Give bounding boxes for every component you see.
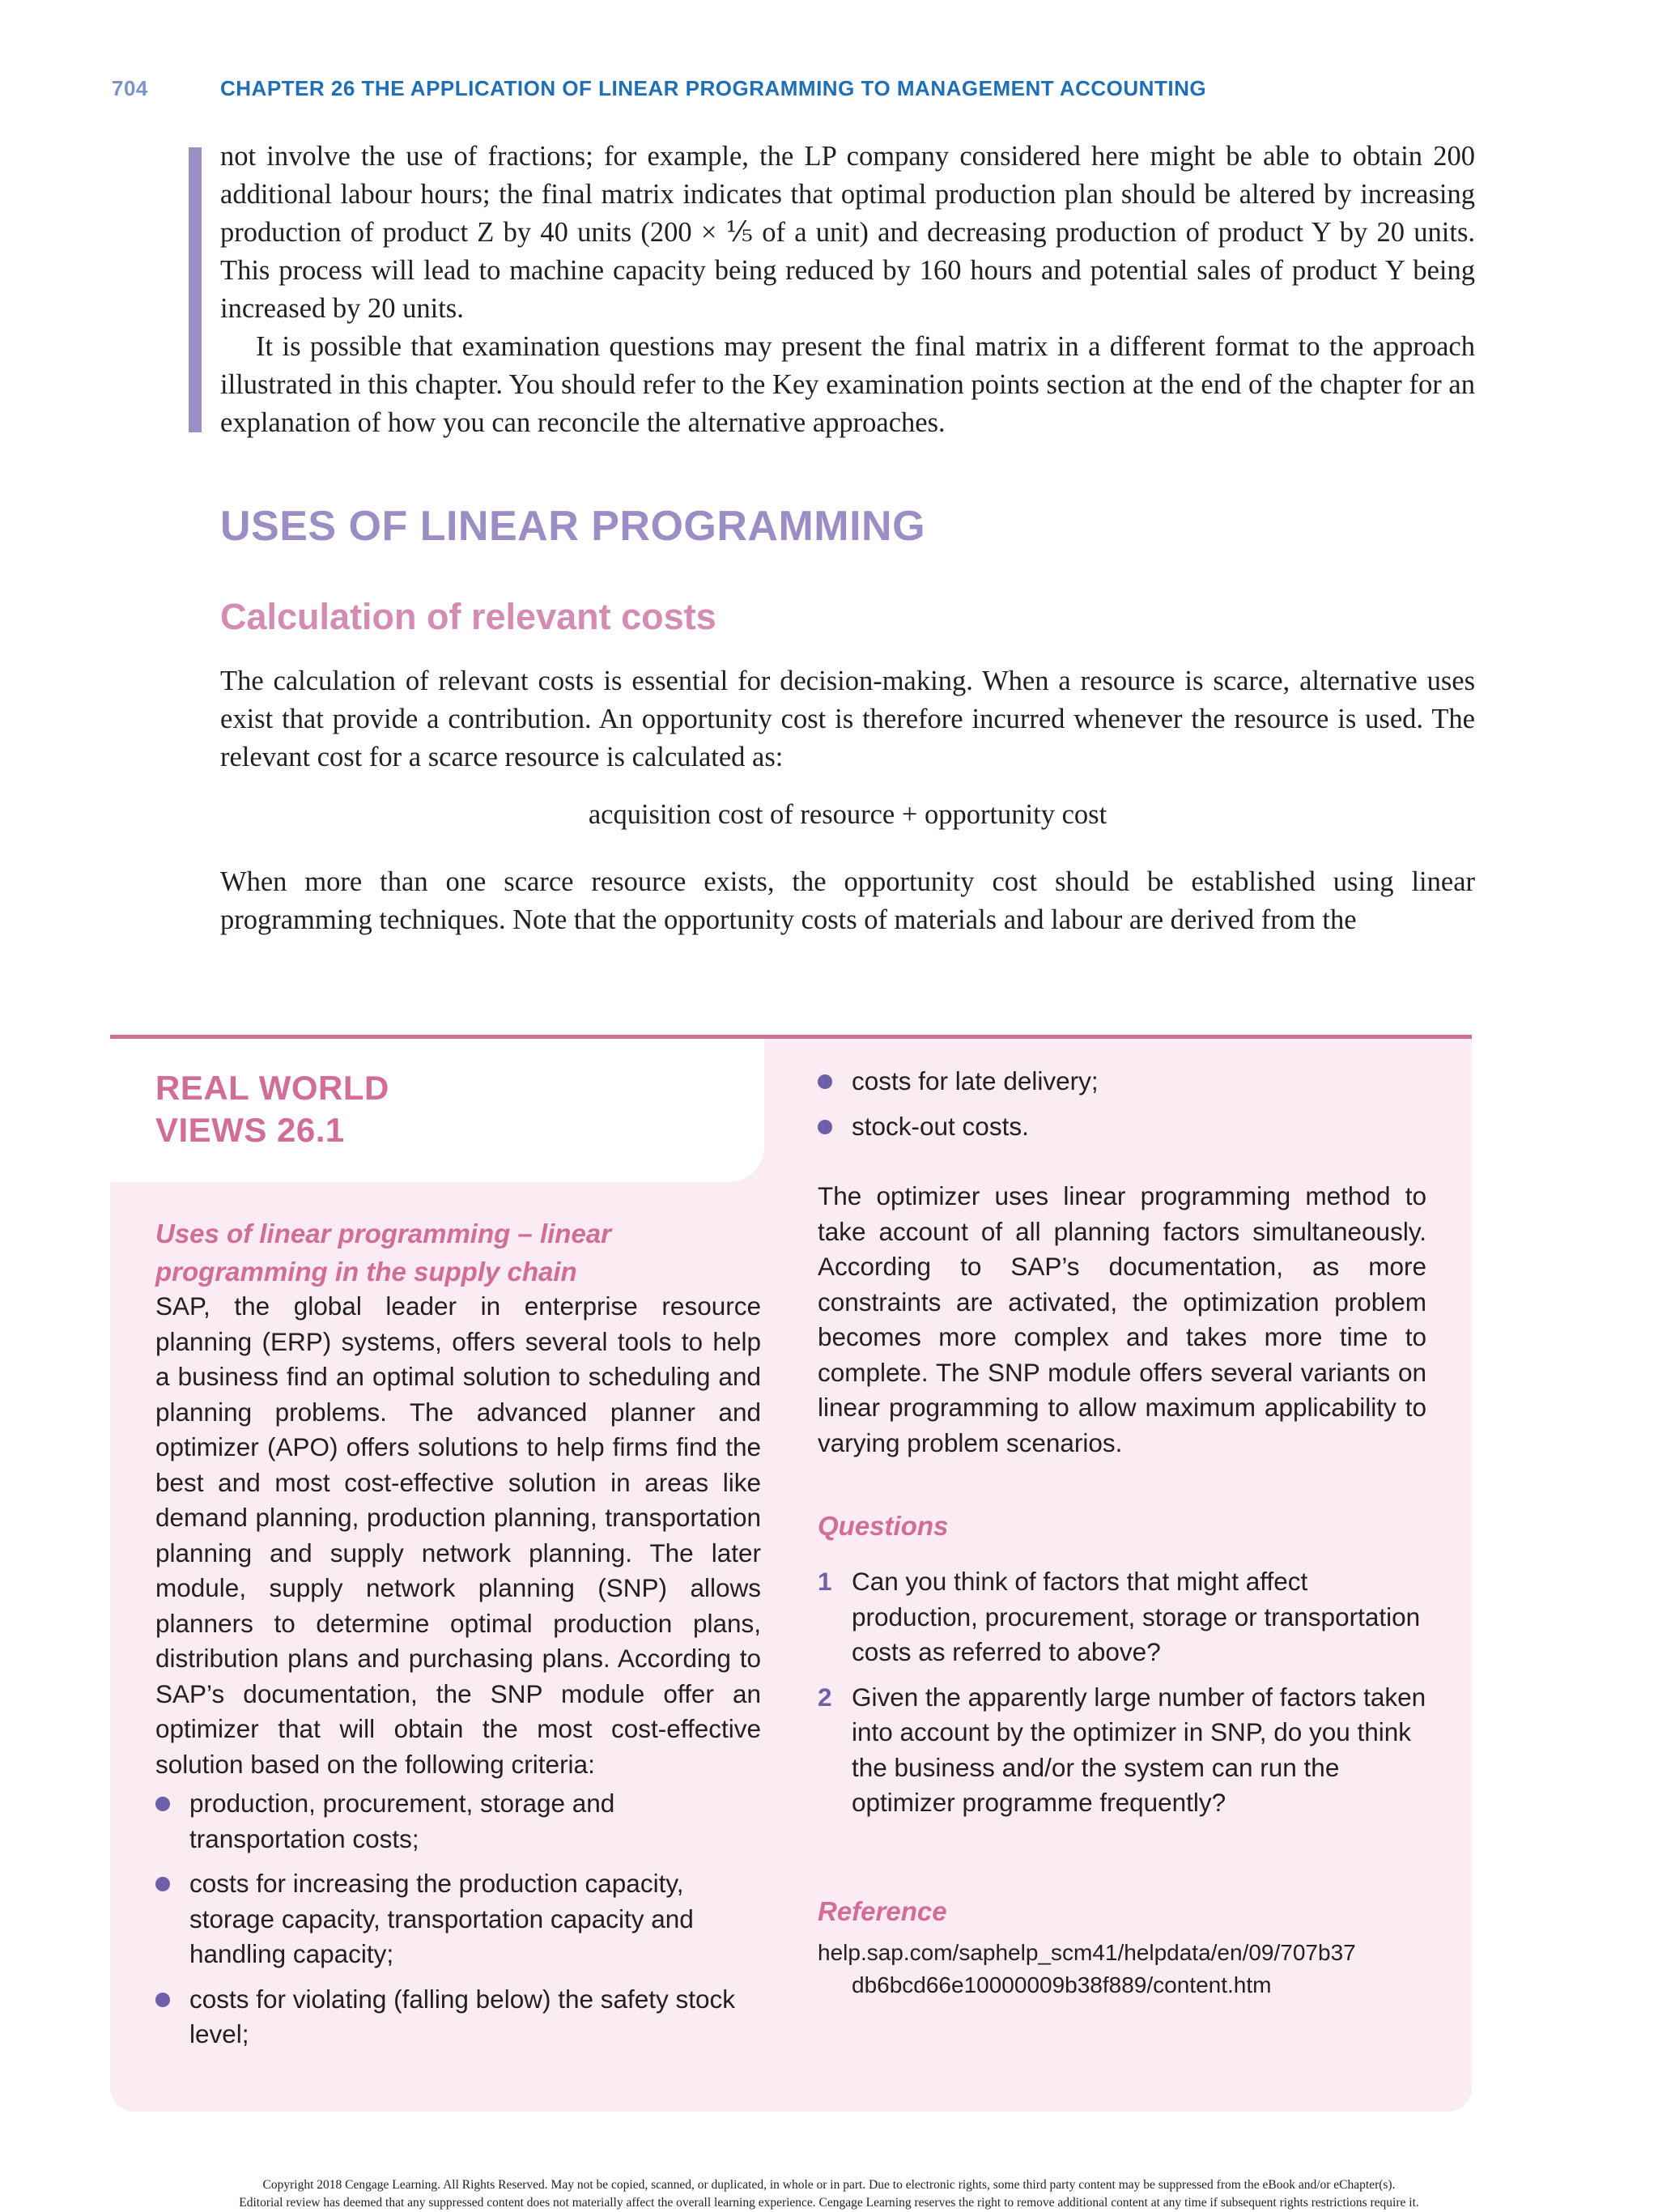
box-subtitle: Uses of linear programming – linear programming in the supply chain [155, 1219, 611, 1287]
list-item [818, 1064, 1433, 1100]
question-text: Can you think of factors that might affect production, procurement, storage or transportation costs as referred to above? [852, 1567, 1421, 1666]
list-item-text: production, procurement, storage and transportation costs; [189, 1789, 615, 1853]
list-item-text: costs for increasing the production capacity, storage capacity, transportation capacity and handling capacity; [189, 1869, 694, 1968]
intro-text [220, 138, 1475, 442]
chapter-running-head: CHAPTER 26 THE APPLICATION OF LINEAR PROGRAMMING TO MANAGEMENT ACCOUNTING [220, 76, 1207, 100]
bullet-icon [155, 1877, 170, 1891]
copyright-footer [81, 2176, 1577, 2212]
reference-line-1: help.sap.com/saphelp_scm41/helpdata/en/09/707b37 [818, 1940, 1356, 1965]
bullet-icon [818, 1120, 832, 1134]
question-number: 2 [818, 1682, 832, 1712]
bullet-icon [155, 1797, 170, 1811]
intro-paragraph-1: not involve the use of fractions; for example, the LP company considered here might be able to obtain 200 additional labour hours; the final matrix indicates that optimal production plan should be altered by increasing production of product Z by 40 units (200 × ⅕ of a unit) and decreasing production of product Y by 20 units. This process will lead to machine capacity being reduced by 160 hours and potential sales of product Y being increased by 20 units. [220, 141, 1475, 324]
title-line-1: REAL WORLD [155, 1069, 389, 1107]
questions-list [818, 1564, 1433, 1831]
list-item [155, 1866, 761, 1972]
question-item [818, 1564, 1433, 1670]
page-number: 704 [112, 76, 148, 100]
criteria-list-left [155, 1786, 761, 2062]
margin-bar [189, 147, 202, 432]
list-item-text: stock-out costs. [852, 1111, 1029, 1141]
list-item [155, 1786, 761, 1857]
reference-heading: Reference [818, 1896, 947, 1926]
bullet-icon [818, 1074, 832, 1089]
reference-url [818, 1937, 1433, 2001]
intro-paragraph-2: It is possible that examination questions may present the final matrix in a different format to the approach illustrated in this chapter. You should refer to the Key examination points section at the end of the chapter for an explanation of how you can reconcile the alternative approaches. [220, 331, 1475, 438]
title-line-2: VIEWS 26.1 [155, 1111, 345, 1149]
box-paragraph-2: The optimizer uses linear programming method to take account of all planning factors simultaneously. According to SAP’s documentation, as more constraints are activated, the optimization problem becomes more complex and takes more time to complete. The SNP module offers several variants on linear programming to allow maximum applicability to varying problem scenarios. [818, 1181, 1426, 1457]
criteria-list-right [818, 1064, 1433, 1154]
list-item-text: costs for violating (falling below) the safety stock level; [189, 1984, 736, 2048]
question-item [818, 1680, 1433, 1821]
subsection-heading: Calculation of relevant costs [220, 596, 716, 637]
relevant-costs-paragraph: The calculation of relevant costs is essential for decision-making. When a resource is scarce, alternative uses exist that provide a contribution. An opportunity cost is therefore incurred whenever the resource is used. The relevant cost for a scarce resource is calculated as: [220, 666, 1475, 772]
question-text: Given the apparently large number of factors taken into account by the optimizer in SNP, do you think the business and/or the system can run the optimizer programme frequently? [852, 1682, 1426, 1817]
section-heading: USES OF LINEAR PROGRAMMING [220, 503, 926, 550]
question-number: 1 [818, 1567, 832, 1596]
list-item-text: costs for late delivery; [852, 1066, 1099, 1095]
box-paragraph-1: SAP, the global leader in enterprise resource planning (ERP) systems, offers several tools to help a business find an optimal solution to scheduling and planning problems. The advanced planner and optimizer (APO) offers solutions to help firms find the best and most cost-effective solution in areas like demand planning, production planning, transportation planning and supply network planning. The later module, supply network planning (SNP) allows planners to determine optimal production plans, distribution plans and purchasing plans. According to SAP’s documentation, the SNP module offer an optimizer that will obtain the most cost-effective solution based on the following criteria: [155, 1291, 761, 1779]
real-world-views-title [155, 1067, 389, 1151]
reference-line-2: db6bcd66e10000009b38f889/content.htm [852, 1972, 1272, 1997]
scarce-resource-paragraph: When more than one scarce resource exists, the opportunity cost should be established using linear programming techniques. Note that the opportunity costs of materials and labour are derived from the [220, 866, 1475, 935]
list-item [818, 1109, 1433, 1145]
footer-line-2: Editorial review has deemed that any suppressed content does not materially affect the overall learning experience. Cengage Learning reserves the right to remove additional content at any time if subsequent rights restrictions require it. [239, 2196, 1419, 2210]
footer-line-1: Copyright 2018 Cengage Learning. All Rights Reserved. May not be copied, scanned, or duplicated, in whole or in part. Due to electronic rights, some third party content may be suppressed from the eBook and/or eChapter(s). [262, 2178, 1396, 2192]
questions-heading: Questions [818, 1511, 949, 1541]
bullet-icon [155, 1993, 170, 2007]
list-item [155, 1982, 761, 2052]
relevant-cost-formula: acquisition cost of resource + opportunity cost [588, 799, 1107, 830]
